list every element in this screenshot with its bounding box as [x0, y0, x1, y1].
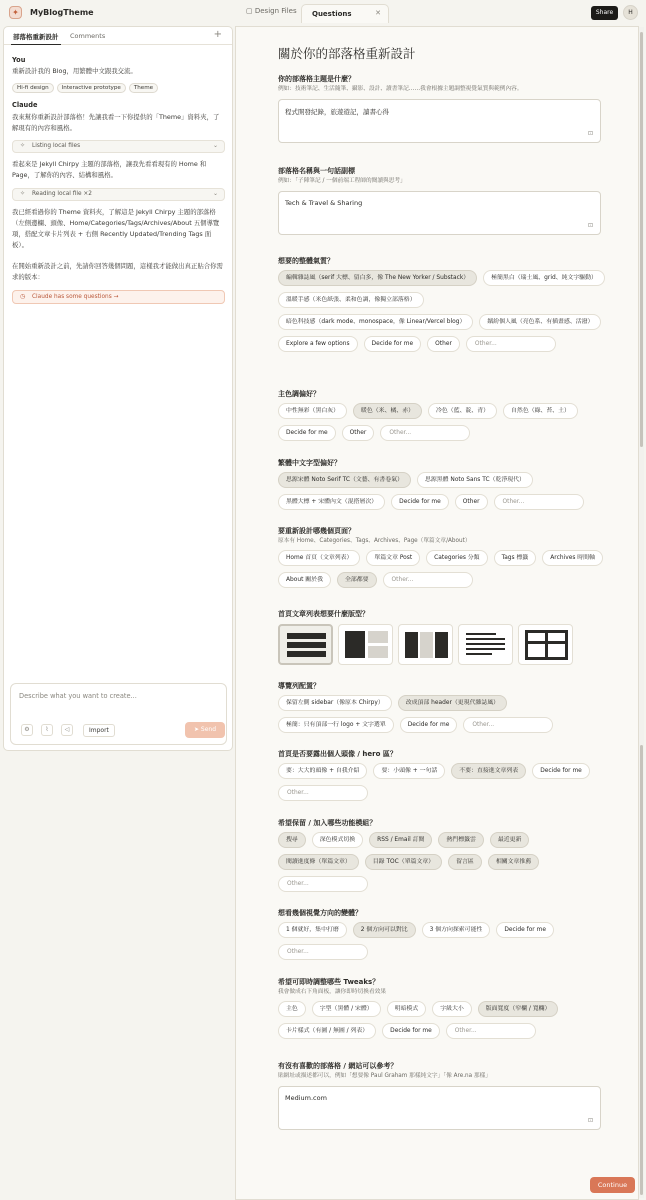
- q-topic-sub: 例如：技術筆記、生活隨筆、攝影、設計、讀書筆記……我會根據主題調整視覺氣質與範例內容。: [278, 86, 523, 92]
- option-q11-1[interactable]: 2 個方向可以對比: [353, 922, 416, 938]
- q-style-title: 想要的整體氣質？: [278, 257, 334, 265]
- option-q10-3[interactable]: 熱門標籤雲: [438, 832, 483, 848]
- option-q3-3[interactable]: 暗色科技感（dark mode、monospace，像 Linear/Vercel blog）: [278, 314, 473, 330]
- option-q5-3[interactable]: Decide for me: [391, 494, 449, 510]
- option-q3-2[interactable]: 溫暖手感（米色紙張、柔和色調，像獨立部落格）: [278, 292, 424, 308]
- q-reference-sub: 貼網址或描述都可以，例如「想要像 Paul Graham 那樣純文字」「像 Are.na 那樣」: [278, 1073, 491, 1079]
- you-label: You: [12, 56, 26, 64]
- q-pages-options: [278, 550, 608, 588]
- q-reference-title: 有沒有喜歡的部落格 / 網站可以參考？: [278, 1062, 398, 1070]
- import-button[interactable]: Import: [83, 724, 115, 737]
- tab-design-files[interactable]: ▢ Design Files: [246, 7, 297, 15]
- option-q11-3[interactable]: Decide for me: [496, 922, 554, 938]
- claude-message-3: 我已經看過你的 Theme 資料夾，了解這是 Jekyll Chirpy 主題的部落格（左側邊欄、頭像、Home/Categories/Tags/Archives/About 五個導覽項，搭配文章卡片列表 + 右側 Recently Updated/Trending Tags 面板）。: [12, 208, 220, 249]
- q-pages-sub: 原本有 Home、Categories、Tags、Archives、Page（單篇文章/About）: [278, 538, 471, 544]
- option-q12-5[interactable]: 卡片樣式（有圖 / 無圖 / 列表）: [278, 1023, 376, 1039]
- q-topic-title: 你的部落格主題是什麼？: [278, 75, 355, 83]
- q-features-options: [278, 832, 608, 892]
- q-nav-title: 導覽列配置？: [278, 682, 320, 690]
- claude-label: Claude: [12, 101, 38, 109]
- name-textarea[interactable]: [278, 191, 601, 235]
- top-bar: [0, 0, 646, 26]
- tab-comments[interactable]: Comments: [70, 32, 106, 40]
- tool-reading-files[interactable]: [12, 188, 225, 201]
- q-layout: [278, 609, 608, 665]
- user-message: 重新設計我的 Blog，用繁體中文跟我交流。: [12, 67, 137, 75]
- page-title: 關於你的部落格重新設計: [278, 46, 416, 61]
- option-q12-0[interactable]: 主色: [278, 1001, 306, 1017]
- q-nav-options: [278, 695, 608, 733]
- q-layout-title: 首頁文章列表想要什麼版型？: [278, 610, 369, 618]
- share-button[interactable]: Share: [591, 6, 618, 20]
- other-input-q4[interactable]: Other...: [380, 425, 470, 441]
- option-q11-0[interactable]: 1 個就好，集中打磨: [278, 922, 347, 938]
- send-label: Send: [200, 726, 217, 733]
- option-q12-3[interactable]: 字級大小: [432, 1001, 472, 1017]
- option-q8-2[interactable]: 極簡：只有頂部一行 logo + 文字選單: [278, 717, 394, 733]
- resize-icon: ⊡: [587, 222, 593, 229]
- name-value: Tech & Travel & Sharing: [285, 199, 363, 207]
- q-features-title: 希望保留 / 加入哪些功能模組？: [278, 819, 377, 827]
- reference-textarea[interactable]: [278, 1086, 601, 1130]
- sparkle-icon: ✧: [20, 190, 26, 197]
- option-q6-4[interactable]: Archives 時間軸: [542, 550, 603, 566]
- option-q6-3[interactable]: Tags 標籤: [494, 550, 537, 566]
- layout-options: [278, 624, 608, 665]
- chip-theme[interactable]: Theme: [129, 83, 158, 93]
- audio-icon[interactable]: ◁: [61, 724, 73, 736]
- questions-button[interactable]: [12, 290, 225, 304]
- tab-design-files-label: Design Files: [254, 7, 297, 15]
- layout-feature-option[interactable]: [338, 624, 393, 665]
- option-q5-4[interactable]: Other: [455, 494, 488, 510]
- q-topic: [278, 74, 608, 143]
- clock-icon: ◷: [20, 293, 26, 300]
- q-variants-title: 想看幾個視覺方向的變體？: [278, 909, 362, 917]
- option-q10-7[interactable]: 留言區: [448, 854, 482, 870]
- layout-grid-option[interactable]: [398, 624, 453, 665]
- option-q8-3[interactable]: Decide for me: [400, 717, 458, 733]
- resize-icon: ⊡: [587, 130, 593, 137]
- q-color: [278, 389, 608, 441]
- tab-questions[interactable]: [301, 4, 389, 23]
- avatar[interactable]: H: [623, 5, 638, 20]
- option-q6-1[interactable]: 單篇文章 Post: [366, 550, 420, 566]
- tool-label: Reading local file ×2: [32, 191, 92, 197]
- q-font: [278, 458, 608, 510]
- option-q12-6[interactable]: Decide for me: [382, 1023, 440, 1039]
- other-input-q9[interactable]: Other...: [278, 785, 368, 801]
- layout-list-option[interactable]: [278, 624, 333, 665]
- option-q3-7[interactable]: Other: [427, 336, 460, 352]
- option-q12-2[interactable]: 明暗模式: [387, 1001, 427, 1017]
- other-input-q10[interactable]: Other...: [278, 876, 368, 892]
- option-q8-0[interactable]: 保留左側 sidebar（像原本 Chirpy）: [278, 695, 392, 711]
- q-font-options: [278, 472, 608, 510]
- q-hero: [278, 749, 608, 801]
- option-q10-8[interactable]: 相關文章推薦: [488, 854, 539, 870]
- chat-panel: [3, 26, 233, 751]
- app-logo-icon: ✦: [9, 6, 22, 19]
- option-q5-1[interactable]: 思源黑體 Noto Sans TC（乾淨現代）: [417, 472, 533, 488]
- questions-button-label: Claude has some questions →: [32, 294, 119, 300]
- sparkle-icon: ✧: [20, 142, 26, 149]
- chat-tabs: [4, 27, 232, 45]
- other-input-q8[interactable]: Other...: [463, 717, 553, 733]
- questions-form: [235, 26, 639, 1200]
- option-q3-6[interactable]: Decide for me: [364, 336, 422, 352]
- tab-questions-label: Questions: [312, 10, 352, 18]
- q-variants: [278, 908, 608, 960]
- option-q3-1[interactable]: 極簡黑白（瑞士風、grid、純文字驅動）: [483, 270, 605, 286]
- q-hero-title: 首頁是否要露出個人頭像 / hero 區？: [278, 750, 397, 758]
- settings-icon[interactable]: ⚙: [21, 724, 33, 736]
- q-color-title: 主色調偏好？: [278, 390, 320, 398]
- send-button[interactable]: ➤ Send: [185, 722, 225, 738]
- option-q4-2[interactable]: 冷色（藍、靛、青）: [428, 403, 497, 419]
- scrollbar-thumb[interactable]: [640, 745, 643, 1195]
- option-q5-0[interactable]: 思源宋體 Noto Serif TC（文藝、有書卷氣）: [278, 472, 411, 488]
- option-q6-0[interactable]: Home 首頁（文章列表）: [278, 550, 360, 566]
- q-font-title: 繁體中文字型偏好？: [278, 459, 341, 467]
- option-q10-2[interactable]: RSS / Email 訂閱: [369, 832, 432, 848]
- option-q10-4[interactable]: 最近更新: [490, 832, 530, 848]
- option-q9-1[interactable]: 要：小頭像 + 一句話: [373, 763, 445, 779]
- option-q6-2[interactable]: Categories 分類: [426, 550, 487, 566]
- option-q6-5[interactable]: About 關於我: [278, 572, 331, 588]
- other-input-q12[interactable]: Other...: [446, 1023, 536, 1039]
- scrollbar-thumb[interactable]: [640, 32, 643, 447]
- claude-message-2: 看起來是 Jekyll Chirpy 主題的部落格，讓我先看看現有的 Home 和 Page，了解你的內容、結構和風格。: [12, 160, 207, 179]
- other-input-q11[interactable]: Other...: [278, 944, 368, 960]
- topic-value: 程式開發紀錄，旅遊遊記，讀書心得: [285, 108, 389, 116]
- q-tweaks: [278, 977, 608, 1039]
- tool-listing-files[interactable]: [12, 140, 225, 153]
- q-color-options: [278, 403, 608, 441]
- reference-value: Medium.com: [285, 1094, 327, 1102]
- q-name-title: 部落格名稱與一句話副標: [278, 167, 355, 175]
- tool-label: Listing local files: [32, 143, 81, 149]
- app-title: MyBlogTheme: [30, 8, 94, 17]
- q-tweaks-title: 希望可即時調整哪些 Tweaks？: [278, 978, 380, 986]
- q-tweaks-sub: 我會做成右下角面板，讓你即時切換看效果: [278, 989, 387, 995]
- option-q3-4[interactable]: 繽紛個人風（亮色系、有插畫感、活潑）: [479, 314, 601, 330]
- option-q9-0[interactable]: 要：大大的頭像 + 自我介紹: [278, 763, 367, 779]
- option-q9-2[interactable]: 不要：直接進文章列表: [451, 763, 526, 779]
- q-name-sub: 例如：「子陣筆記 / 一個前端工程師的閱讀與思考」: [278, 178, 406, 184]
- chip-prototype[interactable]: Interactive prototype: [57, 83, 126, 93]
- other-input-q3[interactable]: Other...: [466, 336, 556, 352]
- option-q4-4[interactable]: Decide for me: [278, 425, 336, 441]
- claude-message-1: 我來幫你重新設計部落格！先讓我看一下你提供的「Theme」資料夾，了解現有的內容和風格。: [12, 113, 220, 132]
- option-q6-6[interactable]: 全部都要: [337, 572, 377, 588]
- claude-message-4: 在開始重新設計之前，先請你回答幾個問題，這樣我才能做出真正貼合你需求的版本：: [12, 262, 223, 281]
- option-q4-1[interactable]: 暖色（米、橘、赤）: [353, 403, 422, 419]
- layout-text-option[interactable]: [458, 624, 513, 665]
- q-tweaks-options: [278, 1001, 608, 1039]
- option-q4-3[interactable]: 自然色（綠、苔、土）: [503, 403, 578, 419]
- resize-icon: ⊡: [587, 1117, 593, 1124]
- attach-icon[interactable]: ⌇: [41, 724, 53, 736]
- chevron-down-icon: ⌄: [212, 142, 218, 149]
- other-input-q5[interactable]: Other...: [494, 494, 584, 510]
- q-pages: [278, 526, 608, 588]
- other-input-q6[interactable]: Other...: [383, 572, 473, 588]
- option-q3-5[interactable]: Explore a few options: [278, 336, 358, 352]
- composer[interactable]: [10, 683, 227, 745]
- continue-button[interactable]: Continue: [590, 1177, 635, 1193]
- attachment-chips: [12, 83, 158, 93]
- chip-hifi[interactable]: Hi-fi design: [12, 83, 54, 93]
- option-q4-5[interactable]: Other: [342, 425, 375, 441]
- option-q5-2[interactable]: 黑體大標 + 宋體內文（混搭層次）: [278, 494, 385, 510]
- option-q10-1[interactable]: 深色模式切換: [312, 832, 363, 848]
- q-pages-title: 要重新設計哪幾個頁面？: [278, 527, 355, 535]
- option-q12-4[interactable]: 版面寬度（窄欄 / 寬欄）: [478, 1001, 559, 1017]
- option-q11-2[interactable]: 3 個方向探索可能性: [422, 922, 491, 938]
- option-q9-3[interactable]: Decide for me: [532, 763, 590, 779]
- q-reference: [278, 1061, 608, 1130]
- q-style: [278, 256, 608, 352]
- option-q8-1[interactable]: 改成頂部 header（更現代雜誌風）: [398, 695, 507, 711]
- q-name: [278, 166, 608, 235]
- q-features: [278, 818, 608, 892]
- q-style-options: [278, 270, 608, 352]
- option-q10-6[interactable]: 目錄 TOC（單篇文章）: [365, 854, 442, 870]
- option-q10-0[interactable]: 搜尋: [278, 832, 306, 848]
- q-variants-options: [278, 922, 608, 960]
- option-q4-0[interactable]: 中性無彩（黑白灰）: [278, 403, 347, 419]
- tab-chat[interactable]: 部落格重新設計: [13, 33, 59, 41]
- composer-input[interactable]: Describe what you want to create...: [19, 692, 137, 700]
- q-hero-options: [278, 763, 608, 801]
- topic-textarea[interactable]: [278, 99, 601, 143]
- option-q10-5[interactable]: 閱讀進度條（單篇文章）: [278, 854, 359, 870]
- q-nav: [278, 681, 608, 733]
- chevron-down-icon: ⌄: [212, 190, 218, 197]
- new-chat-plus-icon[interactable]: +: [213, 29, 222, 40]
- layout-magazine-option[interactable]: [518, 624, 573, 665]
- option-q12-1[interactable]: 字型（黑體 / 宋體）: [312, 1001, 381, 1017]
- option-q3-0[interactable]: 編輯雜誌風（serif 大標、留白多，像 The New Yorker / Substack）: [278, 270, 477, 286]
- close-tab-icon[interactable]: ✕: [375, 9, 381, 17]
